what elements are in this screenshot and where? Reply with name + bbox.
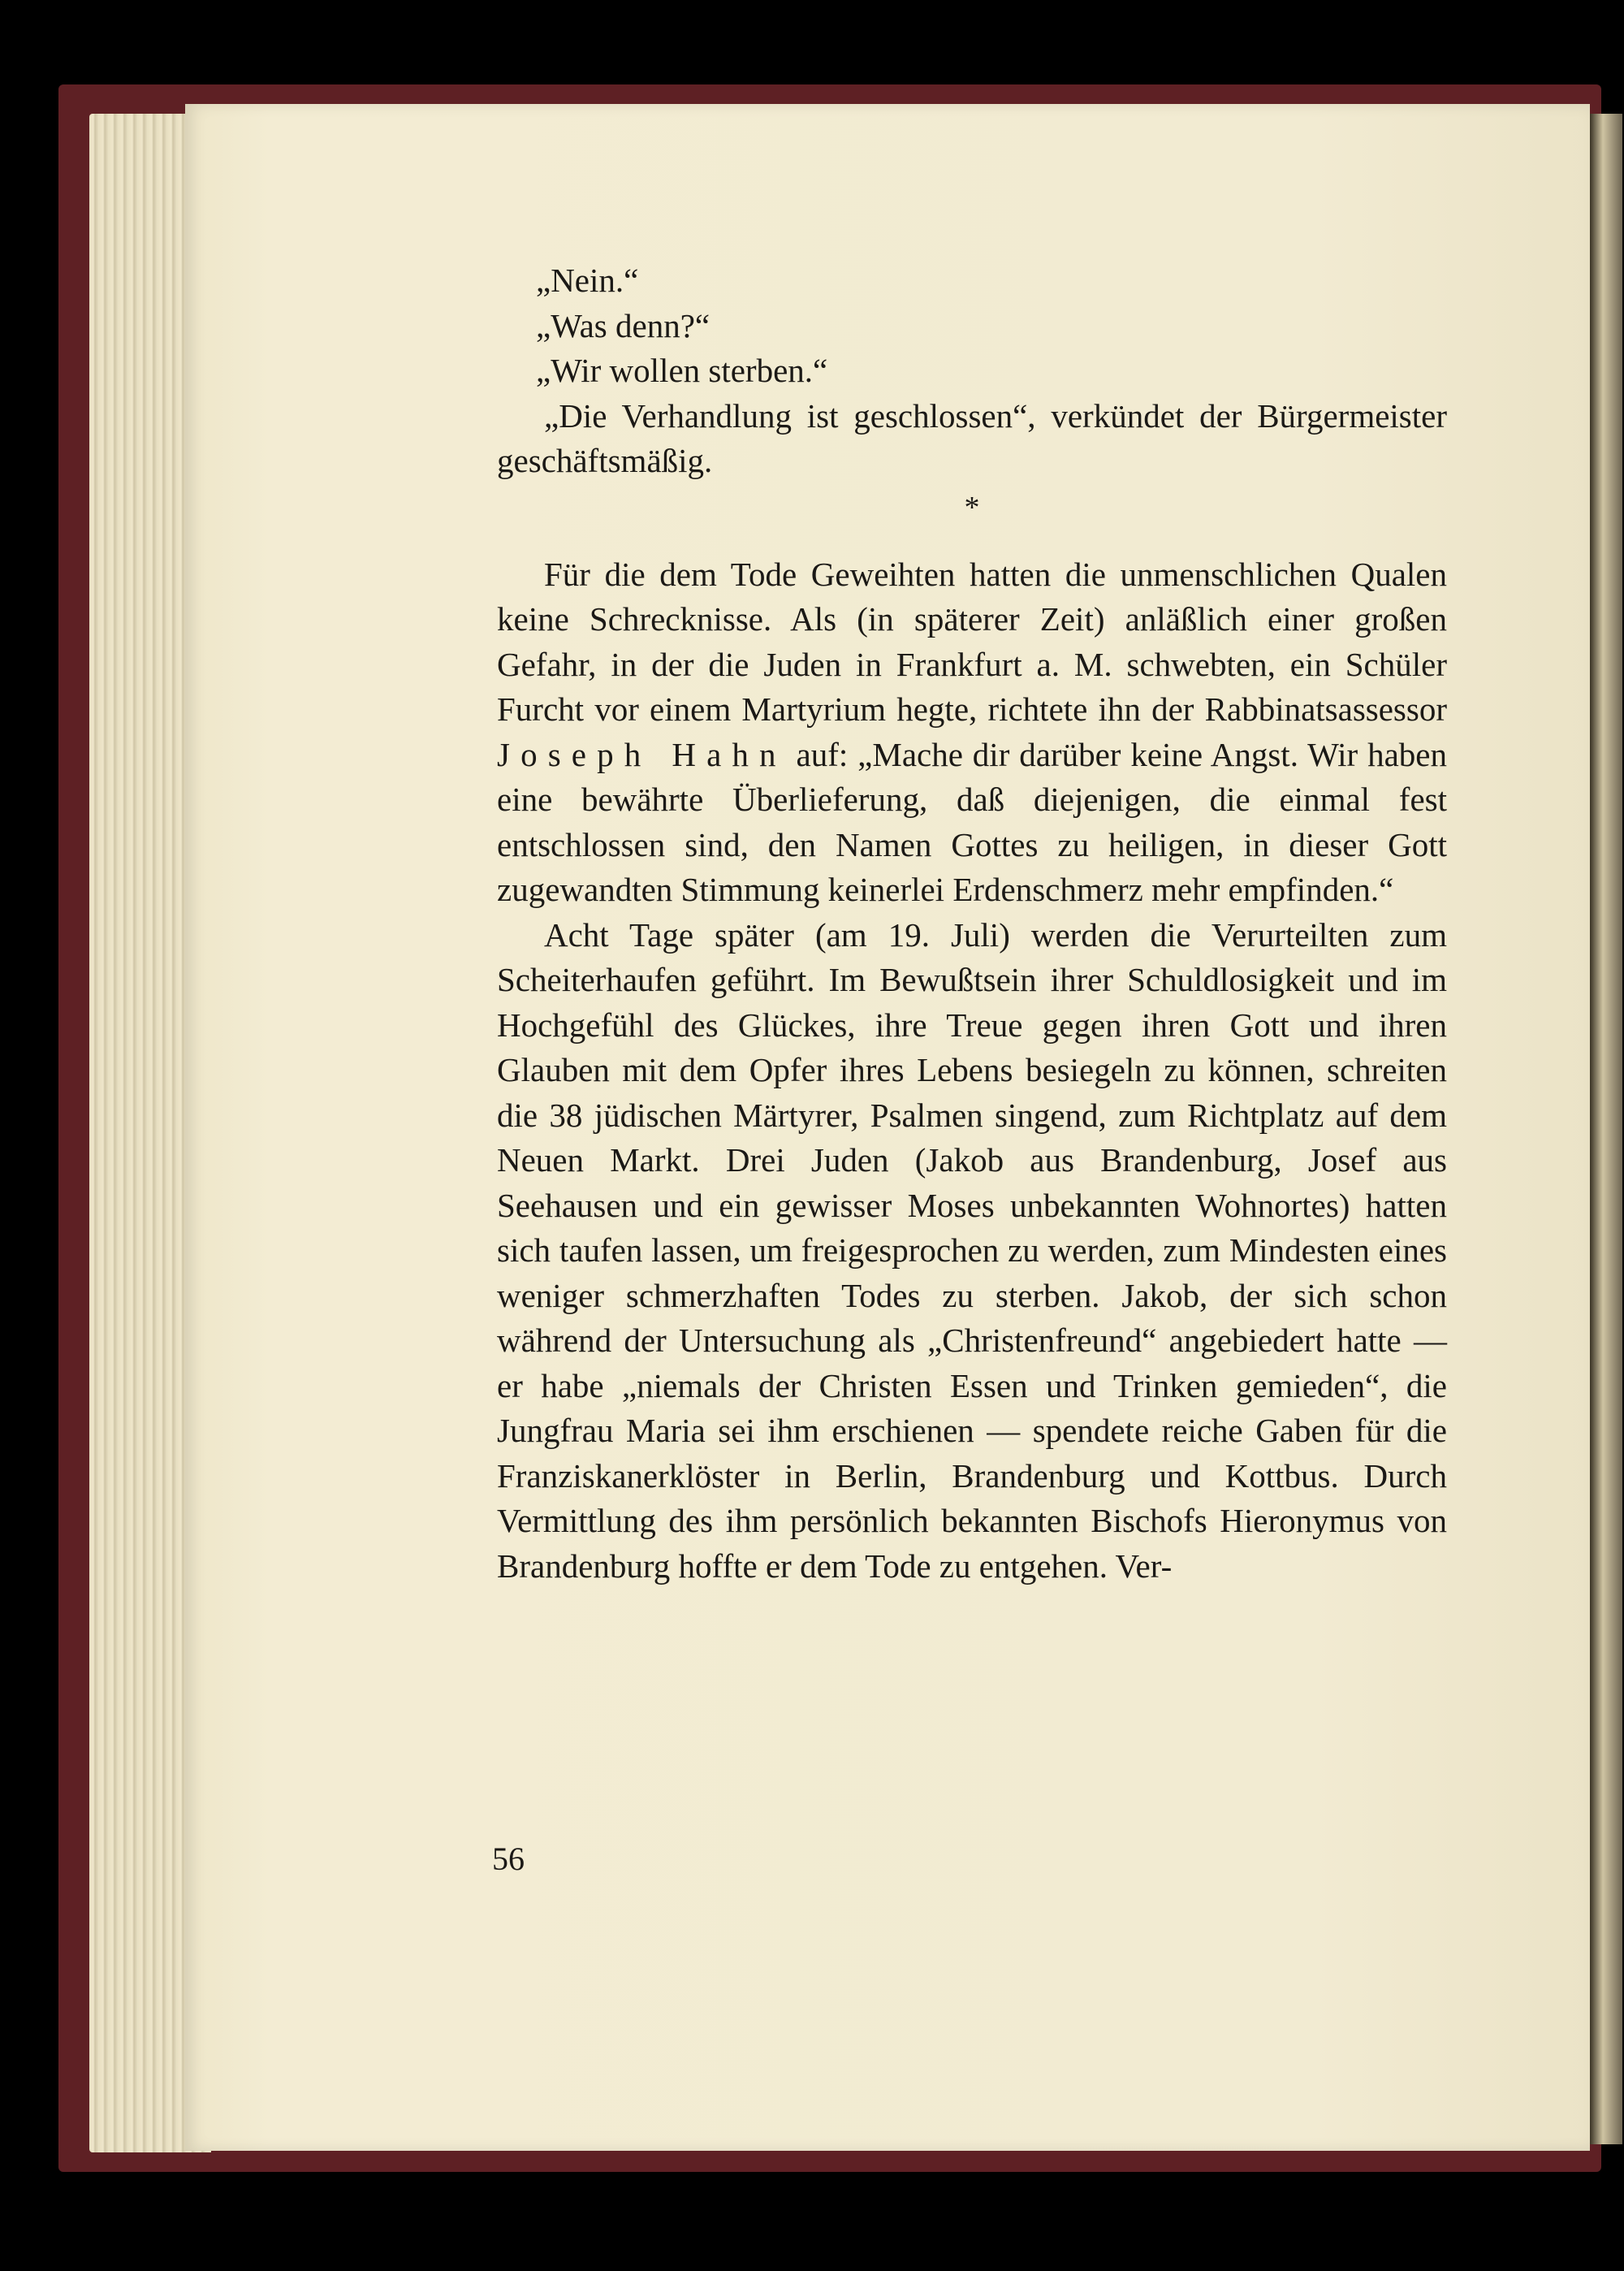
paragraph-execution: Acht Tage später (am 19. Juli) werden die Verurteilten zum Scheiterhaufen geführt. Im Bewußtsein ihrer Schuldlosigkeit und im Hochgefühl des Glückes, ihre Treue gegen ihren Gott und ihren Glauben mit dem Opfer ihres Lebens besiegeln zu können, schreiten die 38 jüdischen Märtyrer, Psalmen singend, zum Richtplatz auf dem Neuen Markt. Drei Juden (Jakob aus Brandenburg, Josef aus Seehausen und ein gewisser Moses unbekannten Wohnortes) hatten sich taufen lassen, um freigesprochen zu werden, zum Mindesten eines weniger schmerzhaften Todes zu sterben. Jakob, der sich schon während der Untersuchung als „Christenfreund“ angebiedert hatte — er habe „niemals der Christen Essen und Trinken gemieden“, die Jungfrau Maria sei ihm erschienen — spendete reiche Gaben für die Franziskanerklöster in Berlin, Brandenburg und Kottbus. Durch Vermittlung des ihm persönlich bekannten Bischofs Hieronymus von Brandenburg hoffte er dem Tode zu entgehen. Ver-: [497, 915, 1447, 1585]
announcement-paragraph: „Die Verhandlung ist geschlossen“, verkündet der Bürgermeister geschäftsmäßig.: [497, 396, 1447, 479]
dialogue-line: „Wir wollen sterben.“: [536, 352, 828, 389]
paragraph-text: auf: „Mache dir darüber keine Angst. Wir haben eine bewährte Überlieferung, daß diejenigen, die einmal fest entschlossen sind, den Namen Gottes zu heiligen, in dieser Gott zugewandten Stimmung keinerlei Erdenschmerz mehr empfinden.“: [497, 735, 1447, 908]
paragraph-martyrdom: [497, 552, 1447, 913]
page-text: [497, 258, 1447, 1589]
fore-edge: [1590, 114, 1622, 2144]
dialogue-line: „Was denn?“: [536, 306, 710, 344]
page-number: 56: [492, 1841, 525, 1877]
paragraph-text: Für die dem Tode Geweihten hatten die unmenschlichen Qualen keine Schrecknisse. Als (in späterer Zeit) anläßlich einer großen Gefahr, in der die Juden in Frankfurt a. M. schwebten, ein Schüler Furcht vor einem Martyrium hegte, richtete ihn der Rabbinatsassessor: [497, 555, 1447, 728]
section-separator: *: [964, 490, 980, 525]
spaced-name: Joseph Hahn: [497, 735, 787, 773]
dialogue-line: „Nein.“: [536, 262, 639, 299]
